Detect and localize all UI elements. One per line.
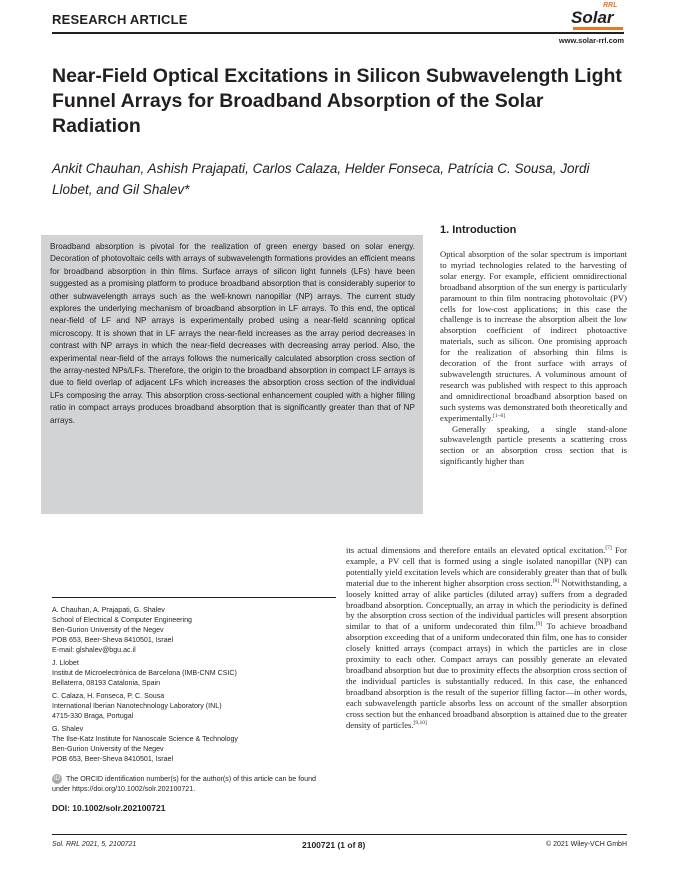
orcid-note	[52, 774, 336, 794]
paragraph-text: Optical absorption of the solar spectrum is important to myriad technologies related to the harvesting of solar energy. For example, efficient omnidirectional broadband absorption of the sun energy is particularly paramount to thin film nontracing photovoltaic (PV) cells for low-cost applications; in this case the challenge is to increase the absorption albeit the low absorption coefficient of indirect photoactive materials, such as silicon. One promising approach for the realization of absorbing thin films is decoration of the front surface with arrays of subwavelength structures. A voluminous amount of research was published with respect to this approach and omnidirectional broadband absorption based on such systems was demonstrated both theoretically and experimentally.	[440, 249, 627, 423]
footer-citation: Sol. RRL 2021, 5, 2100721	[52, 841, 137, 848]
affiliation-line: G. Shalev	[52, 725, 84, 733]
paragraph-text: For example, a PV cell that is formed using a single isolated nanopillar (NP) can potentially yield excitation levels which are considerably greater than that of bulk material due to the inherent higher absorption cross section.	[346, 545, 627, 588]
affiliation-line: Institut de Microelectrònica de Barcelona (IMB-CNM CSIC)	[52, 669, 237, 677]
section-heading-introduction: 1. Introduction	[440, 224, 517, 236]
affiliation-line: Ben-Gurion University of the Negev	[52, 745, 164, 753]
intro-column-right	[440, 249, 627, 467]
orcid-icon: ID	[54, 776, 60, 782]
orcid-link[interactable]: The ORCID identification number(s) for the author(s) of this article can be found under https://doi.org/10.1002/solr.202100721.	[52, 775, 316, 793]
affiliation-line: The Ilse-Katz Institute for Nanoscale Science & Technology	[52, 735, 238, 743]
intro-paragraph-1	[440, 249, 627, 424]
affiliation-line: Ben-Gurion University of the Negev	[52, 626, 164, 634]
author-list: Ankit Chauhan, Ashish Prajapati, Carlos Calaza, Helder Fonseca, Patrícia C. Sousa, Jordi Llobet, and Gil Shalev*	[52, 161, 590, 197]
paragraph-text: its actual dimensions and therefore entails an elevated optical excitation.	[346, 545, 606, 555]
journal-website-link[interactable]: www.solar-rrl.com	[558, 36, 624, 45]
intro-paragraph-2-start	[440, 424, 627, 468]
citation-1-6[interactable]: [1–6]	[493, 412, 506, 419]
affiliation-block	[52, 724, 336, 764]
affiliations	[52, 605, 336, 767]
affiliation-block	[52, 605, 336, 655]
citation-9[interactable]: [9]	[535, 621, 543, 628]
logo-text: Solar	[571, 8, 614, 27]
affiliation-block	[52, 658, 336, 688]
doi-link[interactable]: DOI: 10.1002/solr.202100721	[52, 803, 166, 813]
affiliation-line: J. Llobet	[52, 659, 79, 667]
citation-9-10[interactable]: [9,10]	[413, 719, 427, 726]
intro-column-wide	[346, 545, 627, 730]
journal-logo	[571, 2, 625, 30]
section-label: RESEARCH ARTICLE	[52, 12, 188, 27]
affiliation-block	[52, 691, 336, 721]
footer-rule	[52, 834, 627, 835]
affiliation-line: Bellaterra, 08193 Catalonia, Spain	[52, 679, 161, 687]
header-rule	[52, 32, 624, 34]
article-title: Near-Field Optical Excitations in Silicon Subwavelength Light Funnel Arrays for Broadband Absorption of the Solar Radiation	[52, 65, 622, 137]
affiliation-line: School of Electrical & Computer Engineering	[52, 616, 192, 624]
paragraph-text: To achieve broadband absorption exceeding that of a uniform undecorated thin film, one has to consider closely knitted arrays (compact arrays) in which the particles are in close proximity to each other. Compact arrays can possibly generate an elevated broadband absorption but due to proximity effects the absorption cross section of the individual particles is substantially reduced. In this case, the enhanced broadband absorption is the result of the superior filling factor—in other words, each subwavelength particle absorbs less on account of the smaller absorption cross section but the enhanced broadband absorption is attained due to the greater density of particles.	[346, 621, 627, 730]
paragraph-text: Generally speaking, a single stand-alone subwavelength particle presents a scattering cross section or an absorption cross section that is significantly higher than	[440, 423, 627, 467]
affiliation-line: C. Calaza, H. Fonseca, P. C. Sousa	[52, 692, 165, 700]
logo-underline	[573, 27, 623, 30]
abstract-box	[41, 235, 423, 514]
citation-8[interactable]: [8]	[552, 577, 560, 584]
affiliation-line: 4715-330 Braga, Portugal	[52, 712, 134, 720]
citation-7[interactable]: [7]	[605, 545, 612, 552]
affiliation-rule	[52, 597, 336, 598]
affiliation-line: POB 653, Beer-Sheva 8410501, Israel	[52, 636, 174, 644]
author-email-link[interactable]: E-mail: glshalev@bgu.ac.il	[52, 646, 136, 654]
footer-page-number: 2100721 (1 of 8)	[302, 840, 366, 850]
abstract-text: Broadband absorption is pivotal for the realization of green energy based on solar energy. Decoration of photovoltaic cells with arrays of subwavelength formations provides an efficient means for broadband absorption in thin films. Surface arrays of silicon light funnels (LFs) have been suggested as a promising platform to produce broadband absorption that is considerably superior to other subwavelength arrays such as the well-known nanopillar (NP) arrays. The current study explores the underlying mechanism of broadband absorption in LF arrays. To this end, the optical near-field of LF and NP arrays is experimentally probed using a near-field scanning optical microscopy. It is shown that in LF arrays the near-field increases as the array period decreases in contrast with NP arrays in which the near-field decreases with decreasing array period. Also, the experimental near-field of the arrays follows the numerically calculated absorption cross section of the array-nested NPs/LFs. Therefore, the origin to the broadband absorption in compact LF arrays is due to field overlap of adjacent LFs which increases the absorption cross section of the individual LFs composing the array. This absorption cross-sectional enhancement coupled with a higher filling ratio in compact arrays produces broadband absorption that is significantly greater than that of NP arrays.	[50, 242, 415, 425]
affiliation-line: POB 653, Beer-Sheva 8410501, Israel	[52, 755, 174, 763]
affiliation-line: International Iberian Nanotechnology Laboratory (INL)	[52, 702, 222, 710]
paragraph-text: Notwithstanding, a loosely knitted array of alike particles (diluted array) suffers from a degraded broadband absorption. Conceptually, an array in which the periodicity is defined by the absorption cross section of the individual particles will present absorption similar to that of a uniform undecorated thin film.	[346, 577, 627, 632]
logo-superscript: RRL	[603, 2, 618, 9]
affiliation-line: A. Chauhan, A. Prajapati, G. Shalev	[52, 606, 165, 614]
footer-copyright: © 2021 Wiley-VCH GmbH	[545, 841, 627, 848]
